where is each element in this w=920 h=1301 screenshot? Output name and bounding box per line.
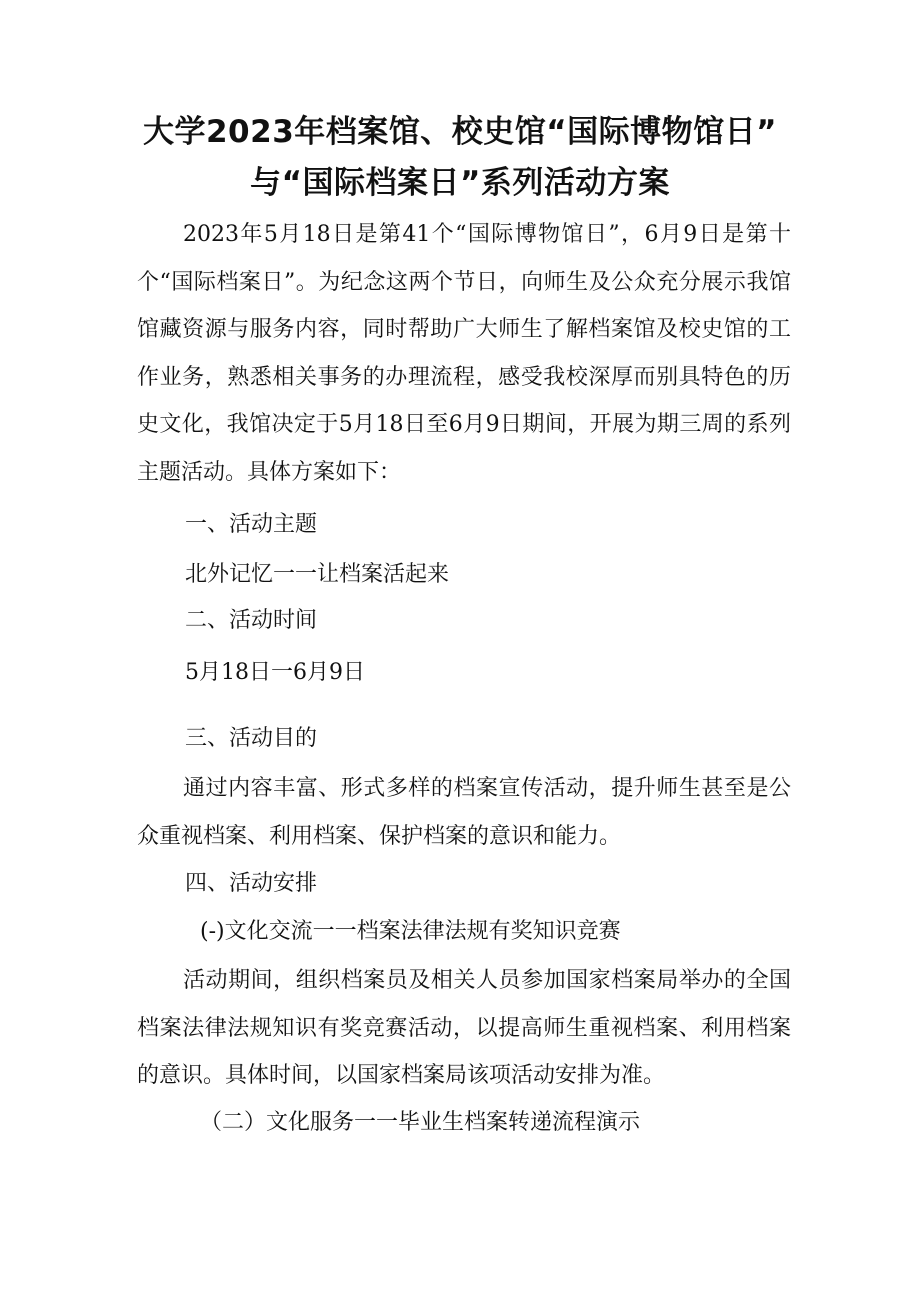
section-heading-theme: 一、活动主题 [185, 512, 318, 537]
section-heading-arrangement: 四、活动安排 [185, 871, 318, 896]
document-title-line-1: 大学2023年档案馆、校史馆“国际博物馆日” [142, 114, 778, 150]
purpose-paragraph: 通过内容丰富、形式多样的档案宣传活动，提升师生甚至是公众重视档案、利用档案、保护档案的意识和能力。 [137, 776, 791, 849]
theme-text: 北外记忆一一让档案活起来 [185, 562, 450, 587]
subsection-heading-culture-service: （二）文化服务一一毕业生档案转递流程演示 [200, 1110, 641, 1135]
culture-exchange-paragraph: 活动期间，组织档案员及相关人员参加国家档案局举办的全国档案法律法规知识有奖竞赛活动，以提高师生重视档案、利用档案的意识。具体时间，以国家档案局该项活动安排为准。 [137, 968, 791, 1088]
section-heading-time: 二、活动时间 [185, 608, 318, 633]
subsection-heading-culture-exchange: (-)文化交流一一档案法律法规有奖知识竞赛 [200, 919, 621, 944]
intro-paragraph: 2023年5月18日是第41个“国际博物馆日”，6月9日是第十个“国际档案日”。为纪念这两个节日，向师生及公众充分展示我馆馆藏资源与服务内容，同时帮助广大师生了解档案馆及校史馆的工作业务，熟悉相关事务的办理流程，感受我校深厚而别具特色的历史文化，我馆决定于5月18日至6月9日期间，开展为期三周的系列主题活动。具体方案如下： [137, 222, 791, 485]
document-title-line-2: 与“国际档案日”系列活动方案 [250, 165, 670, 201]
time-text: 5月18日一6月9日 [185, 660, 365, 685]
section-heading-purpose: 三、活动目的 [185, 726, 318, 751]
